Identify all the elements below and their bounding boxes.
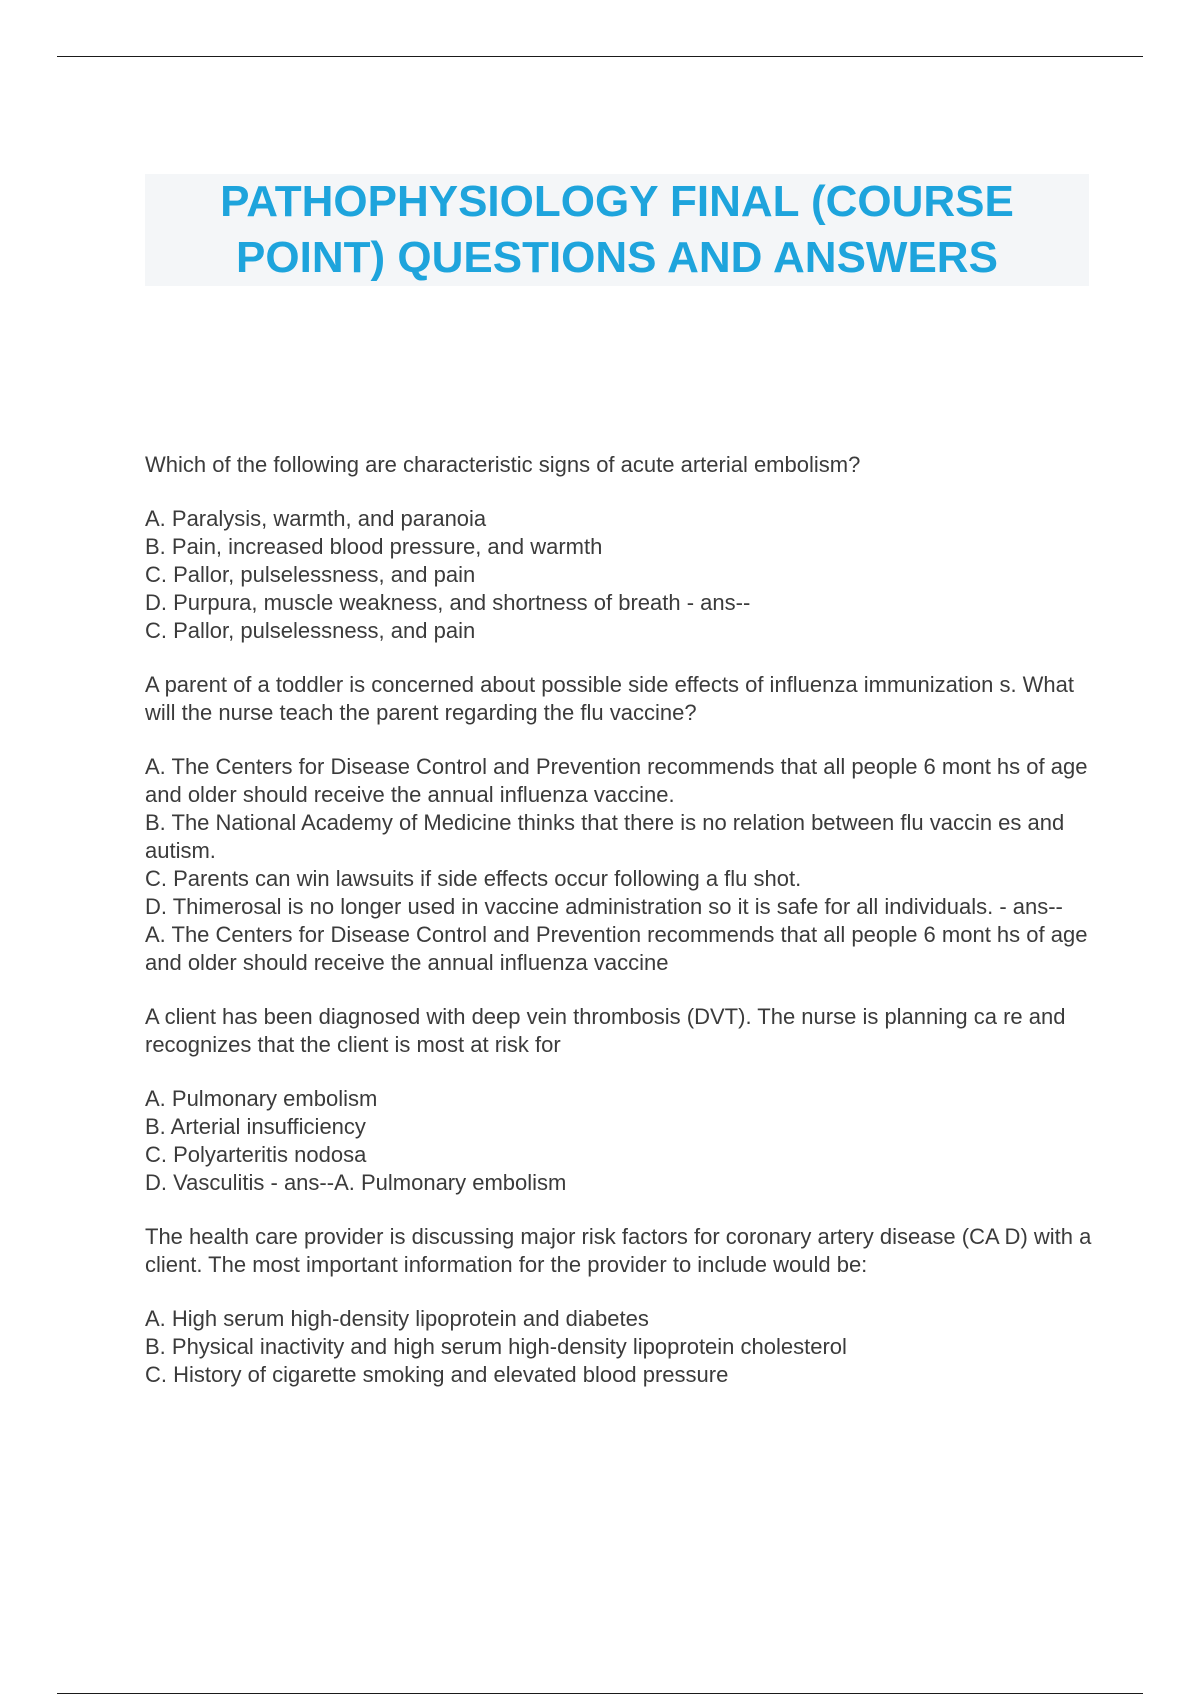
answer-options: [145, 505, 1095, 617]
option-item: D. Vasculitis - ans--A. Pulmonary embolism: [145, 1170, 567, 1195]
option-item: B. The National Academy of Medicine thinks that there is no relation between flu vaccin es and autism.: [145, 810, 1065, 863]
question-block-2: [145, 671, 1095, 977]
questions-list: [145, 451, 1095, 1415]
option-item: D. Thimerosal is no longer used in vaccine administration so it is safe for all individuals. - ans--: [145, 894, 1063, 919]
option-item: B. Arterial insufficiency: [145, 1114, 366, 1139]
question-block-3: [145, 1003, 1095, 1197]
correct-answer: A. The Centers for Disease Control and Prevention recommends that all people 6 mont hs of age and older should receive the annual influenza vaccine: [145, 922, 1088, 975]
answer-options: [145, 753, 1095, 921]
option-item: B. Pain, increased blood pressure, and warmth: [145, 534, 603, 559]
option-item: C. History of cigarette smoking and elevated blood pressure: [145, 1362, 729, 1387]
answer-options: [145, 1085, 1095, 1197]
question-text: A client has been diagnosed with deep vein thrombosis (DVT). The nurse is planning ca re and recognizes that the client is most at risk for: [145, 1004, 1066, 1057]
option-item: C. Polyarteritis nodosa: [145, 1142, 367, 1167]
document-title: PATHOPHYSIOLOGY FINAL (COURSE POINT) QUESTIONS AND ANSWERS: [220, 177, 1014, 282]
option-item: A. The Centers for Disease Control and Prevention recommends that all people 6 mont hs of age and older should receive the annual influenza vaccine.: [145, 754, 1088, 807]
title-banner: [145, 174, 1089, 286]
option-item: A. Paralysis, warmth, and paranoia: [145, 506, 487, 531]
question-block-1: [145, 451, 1095, 645]
question-text: Which of the following are characteristic signs of acute arterial embolism?: [145, 452, 861, 477]
option-item: C. Parents can win lawsuits if side effects occur following a flu shot.: [145, 866, 802, 891]
option-item: A. High serum high-density lipoprotein and diabetes: [145, 1306, 649, 1331]
question-block-4: [145, 1223, 1095, 1389]
option-item: C. Pallor, pulselessness, and pain: [145, 562, 476, 587]
question-text: A parent of a toddler is concerned about possible side effects of influenza immunization s. What will the nurse teach the parent regarding the flu vaccine?: [145, 672, 1075, 725]
correct-answer: C. Pallor, pulselessness, and pain: [145, 618, 476, 643]
answer-options: [145, 1305, 1095, 1389]
top-rule: [57, 56, 1143, 57]
option-item: A. Pulmonary embolism: [145, 1086, 378, 1111]
option-item: B. Physical inactivity and high serum high-density lipoprotein cholesterol: [145, 1334, 847, 1359]
option-item: D. Purpura, muscle weakness, and shortness of breath - ans--: [145, 590, 751, 615]
bottom-rule: [57, 1693, 1143, 1694]
question-text: The health care provider is discussing major risk factors for coronary artery disease (CA D) with a client. The most important information for the provider to include would be:: [145, 1224, 1092, 1277]
